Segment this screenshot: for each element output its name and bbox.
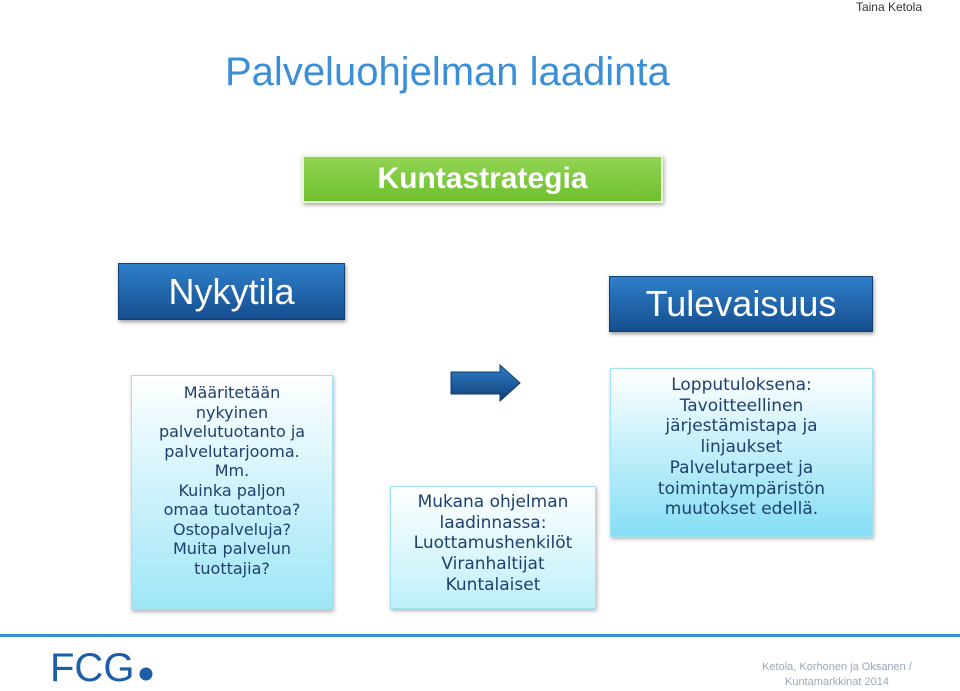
result-line: Palvelutarpeet ja — [669, 457, 814, 478]
result-line: Tavoitteellinen — [679, 395, 804, 416]
detail-line: palvelutuotanto ja — [158, 422, 306, 442]
footer-divider — [0, 634, 960, 637]
result-line: toimintaympäristön — [657, 478, 826, 499]
detail-line: omaa tuotantoa? — [163, 500, 301, 520]
participant-line: laadinnassa: — [439, 512, 547, 533]
detail-line: Mm. — [214, 461, 250, 481]
logo-text: FCG — [50, 650, 135, 684]
page-title: Palveluohjelman laadinta — [225, 50, 670, 94]
participant-line: Mukana ohjelman — [417, 492, 569, 512]
result-line: järjestämistapa ja — [665, 416, 818, 437]
future-state-box: Tulevaisuus — [609, 276, 873, 332]
participant-line: Kuntalaiset — [445, 574, 541, 595]
result-line: Lopputuloksena: — [671, 375, 812, 395]
current-state-box: Nykytila — [118, 263, 345, 320]
detail-line: tuottajia? — [194, 558, 270, 578]
author-name: Taina Ketola — [855, 0, 922, 14]
detail-line: Määritetään — [183, 383, 281, 402]
detail-line: nykyinen — [195, 402, 269, 422]
detail-line: Ostopalveluja? — [172, 519, 292, 539]
result-line: muutokset edellä. — [664, 499, 819, 520]
result-box — [610, 368, 873, 537]
participant-line: Viranhaltijat — [441, 554, 545, 575]
fcg-logo — [50, 650, 160, 684]
participant-line: Luottamushenkilöt — [413, 533, 573, 554]
result-line: linjaukset — [700, 437, 783, 458]
current-state-details — [131, 375, 333, 610]
strategy-box: Kuntastrategia — [302, 155, 663, 203]
detail-line: Kuinka paljon — [178, 480, 286, 500]
credit-line: Ketola, Korhonen ja Oksanen / — [762, 661, 912, 673]
right-arrow-icon — [450, 364, 522, 402]
footer-credit — [737, 660, 937, 691]
detail-line: palvelutarjooma. — [164, 441, 300, 461]
participants-box — [390, 486, 596, 609]
detail-line: Muita palvelun — [173, 539, 291, 559]
credit-line: Kuntamarkkinat 2014 — [785, 676, 889, 689]
